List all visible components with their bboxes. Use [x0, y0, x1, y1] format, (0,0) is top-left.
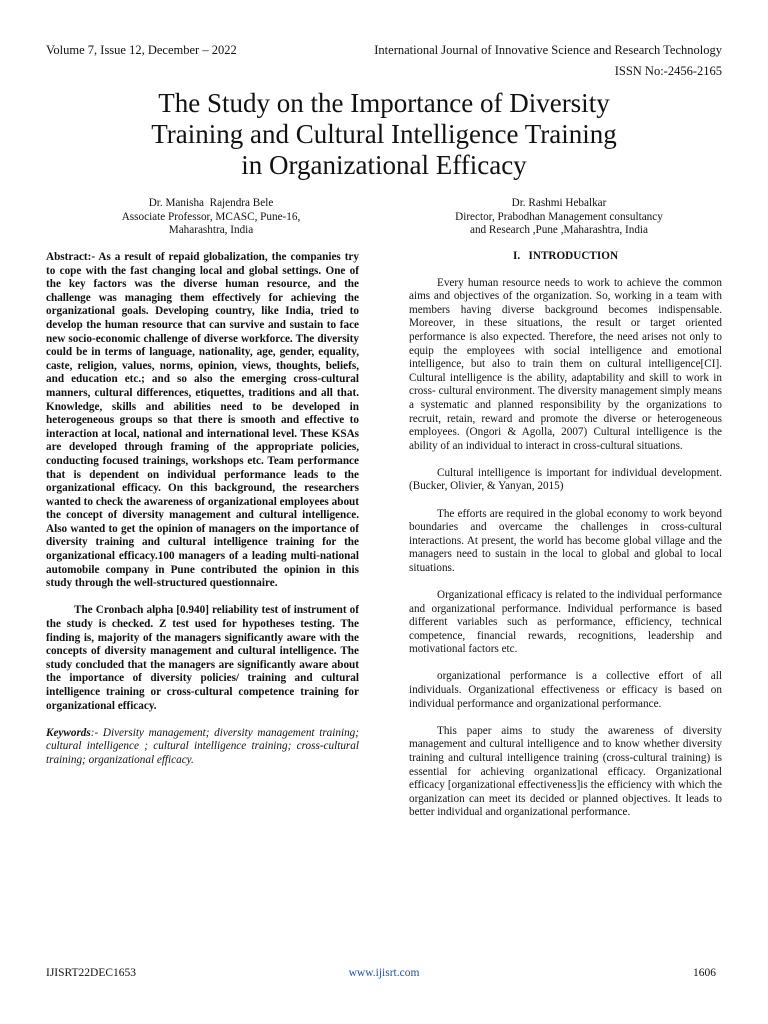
author-affiliation: Director, Prabodhan Management consultancy — [455, 210, 663, 223]
title-line: The Study on the Importance of Diversity — [158, 88, 610, 118]
right-column — [409, 250, 722, 833]
author-location: and Research ,Pune ,Maharashtra, India — [469, 224, 648, 237]
paper-title — [80, 88, 688, 181]
keywords-label: Keywords — [46, 726, 91, 739]
footer-paper-code: IJISRT22DEC1653 — [46, 967, 137, 979]
keywords-text: :- Diversity management; diversity management training; cultural intelligence ; cultural intelligence training; cross-cultural training; organizational efficacy. — [46, 726, 359, 766]
author-name: Dr. Manisha Rajendra Bele — [148, 197, 274, 209]
header-volume: Volume 7, Issue 12, December – 2022 — [46, 43, 237, 57]
author-name: Dr. Rashmi Hebalkar — [511, 197, 607, 209]
header-journal: International Journal of Innovative Science and Research Technology — [374, 43, 722, 57]
intro-paragraph: Organizational efficacy is related to the individual performance and organizational performance. Individual performance is based different variables such as performance, efficiency, technical competence, financial rewards, recognitions, leadership and motivational factors etc. — [409, 588, 722, 656]
intro-paragraph: The efforts are required in the global economy to work beyond boundaries and overcame the challenges in cross-cultural interactions. At present, the world has become global village and the managers need to sustain in the local to global and global to local situations. — [409, 507, 722, 574]
author-location: Maharashtra, India — [168, 224, 254, 237]
footer-page-number: 1606 — [693, 967, 716, 979]
footer-center — [0, 967, 768, 979]
title-line: in Organizational Efficacy — [241, 150, 527, 180]
author-block-1 — [46, 197, 376, 238]
keywords — [46, 727, 359, 768]
header-issn: ISSN No:-2456-2165 — [614, 64, 722, 78]
title-line: Training and Cultural Intelligence Training — [151, 119, 617, 149]
intro-paragraph: Cultural intelligence is important for individual development. (Bucker, Olivier, & Yanyan, 2015) — [409, 466, 722, 493]
intro-paragraph: organizational performance is a collective effort of all individuals. Organizational effectiveness or efficacy is based on individual performance and organizational performance. — [409, 670, 722, 710]
abstract-paragraph-1: Abstract:- As a result of repaid globalization, the companies try to cope with the fast changing local and global settings. One of the key factors was the diverse human resource, and the challenge was managing them effectively for achieving the organizational goals. Developing country, like India, tried to develop the human resource that can survive and sustain to face new socio-economic challenge of diverse workforce. The diversity could be in terms of language, nationality, age, gender, equality, caste, religion, values, norms, opinion, views, thoughts, beliefs, and education etc.; and so also the emerging cross-cultural manners, cultural differences, etiquettes, traditions and all that. Knowledge, skills and abilities need to be developed in heterogeneous groups so that there is smooth and effective to interaction at local, national and international level. These KSAs are developed through framing of the appropriate policies, conducting focused trainings, workshops etc. Team performance that is dependent on individual performance leads to the organizational efficacy. On this background, the researchers wanted to check the awareness of organizational employees about the concept of diversity management and cultural intelligence. Also wanted to get the opinion of managers on the importance of diversity training and cultural intelligence training for the organizational efficacy.100 managers of a leading multi-national automobile company in Pune contributed the opinion in this study through the well-structured questionnaire. — [46, 251, 359, 590]
left-column — [46, 251, 359, 781]
footer-website-link[interactable]: www.ijisrt.com — [348, 967, 420, 979]
section-heading-introduction: I. INTRODUCTION — [512, 250, 619, 262]
intro-paragraph: Every human resource needs to work to achieve the common aims and objectives of the organization. So, working in a team with members having diverse background becomes indispensable. Moreover, in these situations, the result or target oriented performance is also expected. Therefore, the need arises not only to equip the employees with social intelligence and emotional intelligence, but also to train them on cultural intelligence[CI]. Cultural intelligence is the ability, adaptability and skill to work in cross- cultural environment. The diversity management simply means a systematic and planned responsibility by the organizations to recruit, retain, reward and promote the diverse or heterogeneous employees. (Ongori & Agolla, 2007) Cultural intelligence is the ability of an individual to interact in cross-cultural situations. — [409, 276, 722, 452]
intro-paragraph: This paper aims to study the awareness of diversity management and cultural intelligence and to know whether diversity training and cultural intelligence training (cross-cultural training) is essential for achieving organizational efficacy. Organizational efficacy [organizational effectiveness]is the efficiency with which the organization can meet its decided or planned objectives. It leads to better individual and organizational performance. — [409, 724, 722, 819]
author-affiliation: Associate Professor, MCASC, Pune-16, — [121, 210, 301, 223]
author-block-2 — [394, 197, 724, 238]
abstract-paragraph-2: The Cronbach alpha [0.940] reliability test of instrument of the study is checked. Z test used for hypotheses testing. The finding is, majority of the managers significantly aware with the concepts of diversity management and cultural intelligence. The study concluded that the managers are significantly aware about the importance of diversity policies/ training and cultural intelligence training or cross-cultural competence training for organizational efficacy. — [46, 604, 359, 712]
